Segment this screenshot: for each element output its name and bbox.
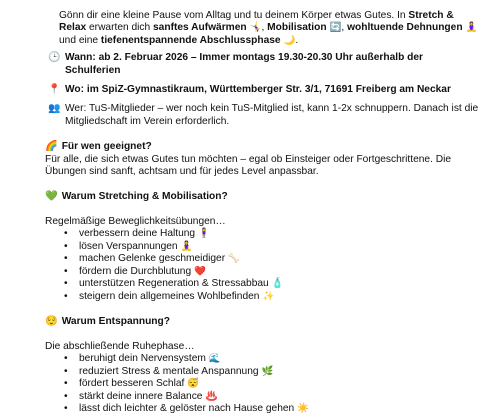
relaxation-list-intro: Die abschließende Ruhephase… [45, 340, 195, 352]
cartwheel-woman-icon: 🤸‍♀️ [249, 22, 262, 34]
list-item-text: unterstützen Regeneration & Stressabbau [79, 278, 269, 290]
bone-icon: 🦴 [228, 253, 240, 265]
list-item-text: beruhigt dein Nervensystem [79, 353, 206, 365]
info-when-text: Wann: ab 2. Februar 2026 – Immer montags 19.30-20.30 Uhr außerhalb der Schulferien [65, 52, 424, 76]
info-where [48, 84, 481, 96]
clock-icon: 🕒 [48, 52, 61, 64]
intro-text: , [261, 22, 268, 34]
intro-bold-stretching: wohltuende Dehnungen [347, 22, 463, 34]
intro-bold-mobilisation: Mobilisation [267, 22, 327, 34]
sleeping-face-icon: 😴 [187, 378, 200, 390]
list-item [79, 403, 481, 416]
relaxation-benefits-list [45, 353, 481, 416]
section-heading-relaxation [45, 316, 481, 328]
list-item-text: reduziert Stress & mentale Anspannung [79, 365, 259, 377]
list-item-text: lässt dich leichter & gelöster nach Hause gehen [79, 403, 295, 415]
intro-text: erwarten dich [86, 22, 154, 34]
sparkles-icon: ✨ [262, 290, 275, 302]
relieved-face-icon: 😌 [45, 316, 58, 328]
section-heading-text: Warum Entspannung? [61, 316, 170, 328]
info-when [48, 52, 481, 77]
stretching-benefits-list [45, 228, 481, 303]
list-item [79, 378, 481, 391]
bottle-icon: 🧴 [271, 278, 284, 290]
list-item [79, 266, 481, 279]
list-item [79, 366, 481, 379]
intro-bold-relaxation: tiefenentspannende Abschlussphase [100, 34, 281, 46]
intro-text: und eine [59, 34, 101, 46]
stretching-list-intro: Regelmäßige Beweglichkeitsübungen… [45, 215, 226, 227]
rainbow-icon: 🌈 [45, 141, 58, 153]
sun-icon: ☀️ [297, 403, 310, 415]
intro-text: , [341, 22, 348, 34]
moon-icon: 🌙 [283, 34, 296, 46]
list-item-text: steigern dein allgemeines Wohlbefinden [79, 290, 260, 302]
list-item-text: fördern die Durchblutung [79, 265, 192, 277]
standing-woman-icon: 🧍‍♀️ [198, 228, 210, 240]
info-where-text: Wo: im SpiZ-Gymnastikraum, Württemberger Str. 3/1, 71691 Freiberg am Neckar [65, 84, 451, 96]
pin-icon: 📍 [48, 84, 61, 96]
intro-bold-warmup: sanftes Aufwärmen [153, 22, 247, 34]
repeat-icon: 🔄 [329, 22, 342, 34]
people-icon: 👥 [48, 103, 61, 115]
leaf-icon: 🌿 [261, 365, 274, 377]
suitable-text: Für alle, die sich etwas Gutes tun möchten – egal ob Einsteiger oder Fortgeschrittene. Die Übungen sind sanft, achtsam und für jedes Level anpassbar. [45, 153, 452, 178]
intro-text: Gönn dir eine kleine Pause vom Alltag und tu deinem Körper etwas Gutes. In [59, 10, 409, 21]
section-heading-stretching [45, 191, 481, 203]
meditating-woman-icon: 🧘‍♀️ [465, 22, 478, 34]
hot-springs-icon: ♨️ [205, 390, 218, 402]
meditating-woman-icon: 🧘‍♀️ [180, 240, 193, 252]
list-item [79, 228, 481, 241]
list-item-text: lösen Verspannungen [79, 240, 178, 252]
list-item [79, 353, 481, 366]
list-item [79, 278, 481, 291]
intro-text: . [295, 34, 299, 46]
section-heading-text: Warum Stretching & Mobilisation? [61, 191, 228, 203]
intro-bold-course-name: Stretch & Relax [59, 10, 454, 34]
list-item [79, 391, 481, 404]
section-heading-suitable [45, 141, 481, 153]
list-item-text: stärkt deine innere Balance [79, 390, 203, 402]
list-item-text: fördert besseren Schlaf [79, 378, 185, 390]
wave-icon: 🌊 [208, 353, 221, 365]
list-item-text: machen Gelenke geschmeidiger [79, 253, 226, 265]
info-who-text: Wer: TuS-Mitglieder – wer noch kein TuS-Mitglied ist, kann 1-2x schnuppern. Danach ist die Mitgliedschaft im Verein erforderlich. [65, 103, 479, 127]
list-item [79, 291, 481, 304]
section-heading-text: Für wen geeignet? [61, 141, 152, 153]
red-heart-icon: ❤️ [194, 265, 206, 277]
intro-paragraph [59, 10, 481, 47]
list-item [79, 253, 481, 266]
info-who [48, 103, 481, 128]
list-item-text: verbessern deine Haltung [79, 228, 196, 240]
list-item [79, 241, 481, 254]
green-heart-icon: 💚 [45, 191, 58, 203]
